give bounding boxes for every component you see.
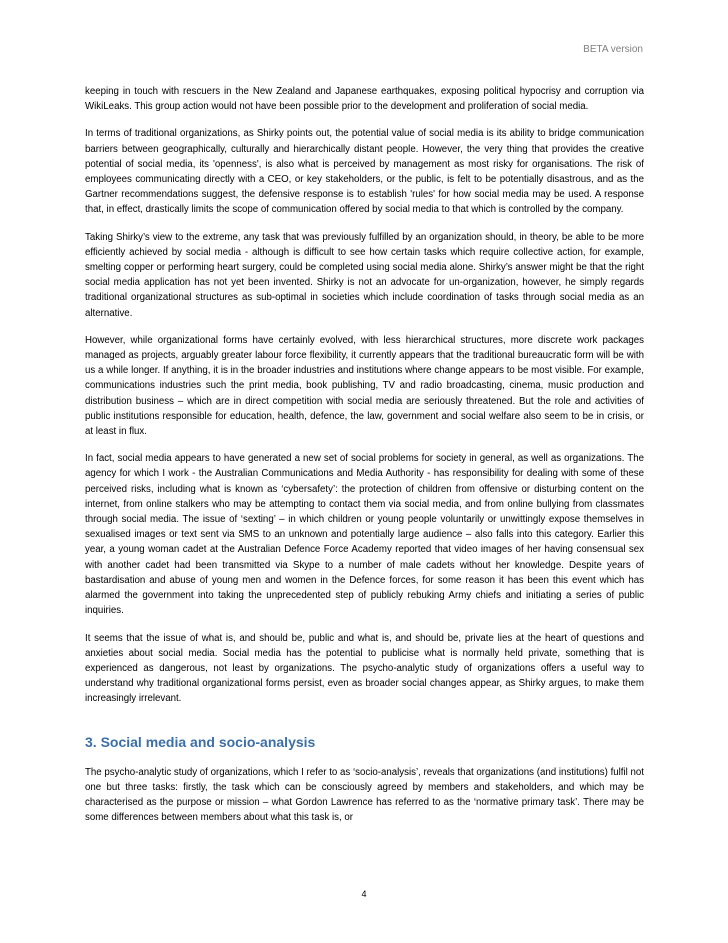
paragraph: The psycho-analytic study of organizations, which I refer to as ‘socio-analysis’, reveals that organizations (and institutions) fulfil not one but three tasks: firstly, the task which can be consciously agreed by members and stakeholders, and which may be characterised as the purpose or mission – what Gordon Lawrence has referred to as the ‘normative primary task’. There may be some differences between members about what this task is, or: [85, 766, 644, 824]
body-text: [85, 84, 644, 837]
paragraph: keeping in touch with rescuers in the New Zealand and Japanese earthquakes, exposing political hypocrisy and corruption via WikiLeaks. This group action would not have been possible prior to the development and proliferation of social media.: [85, 86, 644, 113]
page-number: 4: [361, 889, 367, 899]
version-label: BETA version: [583, 44, 643, 55]
paragraph: However, while organizational forms have certainly evolved, with less hierarchical structures, more discrete work packages managed as projects, arguably greater labour force flexibility, it currently appears that the traditional bureaucratic form will be with us a while longer. If anything, it is in the broader industries and institutions where change appears to be most visible. For example, communications industries such the print media, book publishing, TV and radio broadcasting, cinema, music production and distribution business – which are in direct competition with social media are seriously threatened. But the role and activities of public institutions responsible for education, health, defence, the law, government and social welfare also seem to be in crisis, or at least in flux.: [85, 334, 644, 438]
paragraph: In fact, social media appears to have generated a new set of social problems for society in general, as well as organizations. The agency for which I work - the Australian Communications and Media Authority - has responsibility for dealing with some of these perceived risks, including what is known as ‘cybersafety’: the protection of children from offensive or disturbing content on the internet, from online stalkers who may be attempting to contact them via social media, and from online bullying from classmates through social media. The issue of ‘sexting’ – in which children or young people voluntarily or unwittingly expose themselves in sexualised images or text sent via SMS to an unknown and potentially large audience – also falls into this category. Earlier this year, a young woman cadet at the Australian Defence Force Academy reported that video images of her having consensual sex with another cadet had been transmitted via Skype to a number of male cadets without her knowledge. Despite years of bastardisation and abuse of young men and women in the Defence forces, for some reason it has been this event which has alarmed the government into taking the unprecedented step of publicly rebuking Army chiefs and initiating a series of public inquiries.: [85, 453, 644, 617]
section-heading: 3. Social media and socio-analysis: [85, 733, 316, 750]
paragraph: It seems that the issue of what is, and should be, public and what is, and should be, private lies at the heart of questions and anxieties about social media. Social media has the potential to publicise what is normally held private, something that is experienced as dangerous, not least by organizations. The psycho-analytic study of organizations offers a useful way to understand why traditional organizational forms persist, even as broader social changes appear, as Shirky argues, to make them increasingly irrelevant.: [85, 632, 644, 705]
paragraph: Taking Shirky’s view to the extreme, any task that was previously fulfilled by an organization should, in theory, be able to be more efficiently achieved by social media - although is difficult to see how certain tasks which require collective action, for example, smelting copper or performing heart surgery, could be completed using social media alone. Shirky’s answer might be that the right social media application has not yet been invented. Shirky is not an advocate for un-organization, however, he simply regards traditional organizational structures as sub-optimal in societies which include coordination of tasks through social media as an alternative.: [85, 231, 644, 319]
paragraph: In terms of traditional organizations, as Shirky points out, the potential value of social media is its ability to bridge communication barriers between geographically, culturally and hierarchically distant people. However, the very thing that provides the creative potential of social media, its 'openness', is also what is perceived by management as most risky for organisations. The risk of employees communicating directly with a CEO, or key stakeholders, or the public, is felt to be potentially disastrous, and as the Gartner recommendations suggest, the defensive response is to establish 'rules' for how social media may be used. A response that, in effect, drastically limits the scope of communication offered by social media to that which is controlled by the company.: [85, 128, 644, 216]
